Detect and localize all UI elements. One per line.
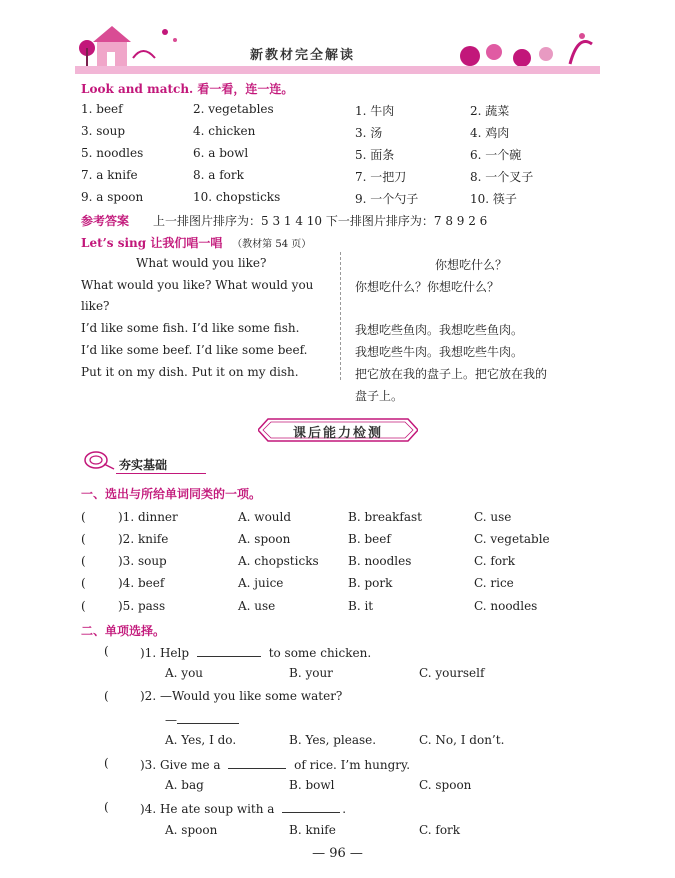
song-title-zh: 你想吃什么？ — [435, 258, 508, 272]
answer-blank[interactable] — [177, 711, 239, 724]
option-b: B. your — [289, 666, 333, 680]
match-left-item: 10. chopsticks — [193, 190, 281, 204]
option-c: C. use — [474, 510, 512, 524]
answer-label: 参考答案 — [81, 214, 130, 228]
answer-paren: ( — [81, 510, 86, 524]
match-right-item: 6. 一个碗 — [470, 148, 522, 162]
song-line-en: like? — [81, 299, 110, 313]
match-left-item: 3. soup — [81, 124, 126, 138]
match-right-item: 8. 一个叉子 — [470, 170, 534, 184]
part1-heading: 一、选出与所给单词同类的一项。 — [81, 487, 262, 501]
answer-paren: ( — [104, 800, 109, 814]
song-line-zh: 我想吃些鱼肉。我想吃些鱼肉。 — [355, 323, 524, 337]
option-a: A. you — [165, 666, 204, 680]
match-left-item: 1. beef — [81, 102, 123, 116]
match-right-item: 3. 汤 — [355, 126, 383, 140]
match-right-item: 7. 一把刀 — [355, 170, 407, 184]
song-line-zh: 把它放在我的盘子上。把它放在我的 — [355, 367, 548, 381]
option-b: B. breakfast — [348, 510, 422, 524]
question-text: )3. Give me a — [140, 758, 221, 772]
question-text: )5. pass — [118, 599, 166, 613]
option-a: A. Yes, I do. — [165, 733, 237, 747]
answer-paren: ( — [104, 756, 109, 770]
match-right-item: 10. 筷子 — [470, 192, 517, 206]
option-c: C. No, I don’t. — [419, 733, 505, 747]
section-banner — [258, 417, 418, 443]
song-title-en: What would you like? — [136, 256, 267, 270]
banner-title: 课后能力检测 — [292, 426, 383, 441]
song-line-en: I’d like some fish. I’d like some fish. — [81, 321, 300, 335]
match-left-item: 4. chicken — [193, 124, 256, 138]
option-a: A. would — [238, 510, 292, 524]
answer-paren: ( — [81, 554, 86, 568]
option-b: B. beef — [348, 532, 391, 546]
question-text: )4. He ate soup with a — [140, 802, 275, 816]
option-a: A. juice — [238, 576, 284, 590]
header-band — [75, 66, 600, 74]
column-divider — [340, 252, 341, 380]
question-text: )4. beef — [118, 576, 165, 590]
sub-heading: 夯实基础 — [119, 458, 168, 472]
option-a: A. spoon — [238, 532, 291, 546]
option-c: C. yourself — [419, 666, 485, 680]
option-b: B. Yes, please. — [289, 733, 377, 747]
option-a: A. bag — [165, 778, 204, 792]
answer-text: 上一排图片排序为：5 3 1 4 10 下一排图片排序为：7 8 9 2 6 — [153, 214, 488, 228]
sing-heading: Let’s sing 让我们唱一唱 — [81, 236, 223, 250]
option-c: C. fork — [419, 823, 461, 837]
option-a: A. spoon — [165, 823, 218, 837]
song-line-en: What would you like? What would you — [81, 278, 314, 292]
spiral-icon — [82, 448, 118, 472]
answer-blank[interactable] — [228, 756, 286, 769]
question-text: . — [342, 802, 347, 816]
song-line-en: I’d like some beef. I’d like some beef. — [81, 343, 308, 357]
option-b: B. knife — [289, 823, 336, 837]
answer-paren: ( — [81, 532, 86, 546]
song-line-zh: 盘子上。 — [355, 389, 404, 403]
option-c: C. fork — [474, 554, 516, 568]
match-left-item: 6. a bowl — [193, 146, 249, 160]
option-b: B. noodles — [348, 554, 412, 568]
question-text: )3. soup — [118, 554, 167, 568]
option-b: B. pork — [348, 576, 393, 590]
sing-source: （教材第 54 页） — [232, 239, 312, 250]
sub-heading-underline — [116, 473, 206, 474]
match-left-item: 2. vegetables — [193, 102, 274, 116]
house-tree-decoration — [75, 18, 185, 70]
page-number: — 96 — — [312, 846, 363, 861]
answer-paren: ( — [81, 599, 86, 613]
option-a: A. chopsticks — [238, 554, 319, 568]
match-left-item: 9. a spoon — [81, 190, 144, 204]
option-b: B. bowl — [289, 778, 335, 792]
option-b: B. it — [348, 599, 374, 613]
option-c: C. vegetable — [474, 532, 550, 546]
option-c: C. noodles — [474, 599, 538, 613]
song-line-zh: 我想吃些牛肉。我想吃些牛肉。 — [355, 345, 524, 359]
match-right-item: 5. 面条 — [355, 148, 395, 162]
match-heading: Look and match. 看一看，连一连。 — [81, 82, 294, 96]
flower-decoration — [450, 28, 600, 70]
match-right-item: 2. 蔬菜 — [470, 104, 510, 118]
header-title: 新教材完全解读 — [250, 48, 356, 63]
option-a: A. use — [238, 599, 276, 613]
answer-blank[interactable] — [282, 800, 340, 813]
option-c: C. spoon — [419, 778, 472, 792]
match-left-item: 7. a knife — [81, 168, 138, 182]
question-text: )2. —Would you like some water? — [140, 689, 343, 703]
match-left-item: 5. noodles — [81, 146, 144, 160]
question-text: )1. Help — [140, 646, 190, 660]
match-right-item: 1. 牛肉 — [355, 104, 395, 118]
answer-paren: ( — [81, 576, 86, 590]
match-right-item: 9. 一个勺子 — [355, 192, 419, 206]
question-text: to some chicken. — [268, 646, 372, 660]
answer-blank[interactable] — [197, 644, 261, 657]
answer-paren: ( — [104, 689, 109, 703]
answer-paren: ( — [104, 644, 109, 658]
match-right-item: 4. 鸡肉 — [470, 126, 510, 140]
song-line-zh: 你想吃什么？你想吃什么？ — [355, 280, 500, 294]
question-text: of rice. I’m hungry. — [294, 758, 411, 772]
part2-heading: 二、单项选择。 — [81, 624, 166, 638]
question-text: )2. knife — [118, 532, 169, 546]
match-left-item: 8. a fork — [193, 168, 244, 182]
option-c: C. rice — [474, 576, 514, 590]
song-line-en: Put it on my dish. Put it on my dish. — [81, 365, 299, 379]
question-text: )1. dinner — [118, 510, 178, 524]
dash-prefix: — — [165, 713, 177, 727]
